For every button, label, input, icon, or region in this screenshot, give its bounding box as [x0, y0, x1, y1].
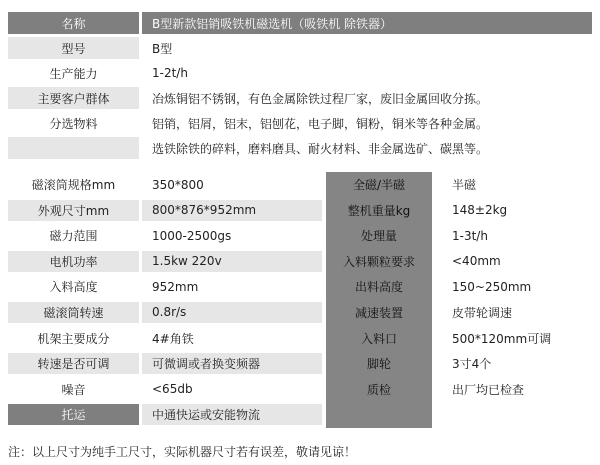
spec-value-right: 皮带轮调速	[452, 305, 513, 320]
grid-row	[8, 274, 592, 300]
spec-value-right	[436, 404, 592, 425]
spec-value-right: <40mm	[452, 254, 501, 269]
spec-value: 1000-2500gs	[152, 228, 232, 243]
spec-label: 入料高度	[49, 280, 98, 295]
spec-label-right: 减速装置	[354, 305, 403, 320]
value-materials: 铝销，铝屑，铝末，铝刨花，电子脚，铜粉，铜米等各种金属。	[142, 112, 592, 134]
spec-label-right: 质检	[366, 382, 391, 397]
grid-row	[8, 377, 592, 403]
grid-row	[8, 402, 592, 428]
spec-value: 可微调或者换变频器	[142, 353, 322, 374]
grid-row	[8, 351, 592, 377]
spec-grid	[8, 172, 592, 428]
value-materials-2: 选铁除铁的碎料，磨料磨具、耐火材料、非金属选矿、碳黑等。	[142, 137, 592, 159]
label-customers: 主要客户群体	[8, 87, 139, 109]
spec-label-right: 出料高度	[354, 280, 403, 295]
spec-value: 800*876*952mm	[142, 200, 322, 221]
spec-value-right: 148±2kg	[452, 203, 508, 218]
grid-row	[8, 223, 592, 249]
spec-label-right: 入料口	[360, 331, 397, 346]
row-materials	[8, 110, 592, 135]
spec-value-right: 150~250mm	[452, 279, 532, 294]
spec-table	[8, 10, 592, 423]
spec-label-right	[326, 404, 432, 425]
spec-value-right: 3寸4个	[452, 357, 492, 372]
spec-label: 噪音	[61, 382, 86, 397]
value-customers: 冶炼铜铝不锈钢，有色金属除铁过程厂家，废旧金属回收分拣。	[142, 87, 592, 109]
spec-value-right: 500*120mm可调	[452, 331, 552, 346]
label-model: 型号	[8, 37, 139, 59]
spec-value: 中通快运或安能物流	[142, 404, 322, 425]
spec-label: 磁滚筒转速	[8, 302, 139, 323]
value-capacity: 1-2t/h	[142, 62, 592, 84]
spec-value: 952mm	[152, 279, 199, 294]
grid-row	[8, 300, 592, 326]
row-capacity	[8, 60, 592, 85]
spec-label: 磁滚筒规格mm	[31, 178, 116, 192]
label-capacity: 生产能力	[8, 62, 139, 84]
spec-label: 机架主要成分	[37, 331, 110, 346]
grid-row	[8, 172, 592, 198]
label-name: 名称	[8, 12, 139, 34]
spec-label: 托运	[8, 404, 139, 425]
row-materials-2	[8, 135, 592, 160]
spec-label-right: 处理量	[360, 229, 397, 244]
label-materials-2	[8, 137, 139, 159]
spec-value: <65db	[152, 382, 193, 397]
value-model: B型	[142, 37, 592, 59]
spec-label: 转速是否可调	[8, 353, 139, 374]
spec-value: 4#角铁	[152, 331, 194, 346]
spec-label-right: 入料颗粒要求	[342, 254, 415, 269]
label-materials: 分选物料	[8, 112, 139, 134]
spec-value: 350*800	[152, 177, 204, 192]
grid-row	[8, 326, 592, 352]
spec-label: 电机功率	[8, 251, 139, 272]
row-model	[8, 35, 592, 60]
spec-label: 外观尺寸mm	[8, 200, 139, 221]
spec-value-right: 出厂均已检查	[452, 382, 525, 397]
spec-value: 0.8r/s	[142, 302, 322, 323]
spec-value-right: 1-3t/h	[452, 228, 488, 243]
spec-label-right: 全磁/半磁	[352, 178, 406, 192]
spec-label-right: 脚轮	[366, 357, 391, 372]
grid-row	[8, 249, 592, 275]
row-name	[8, 10, 592, 35]
spec-label: 磁力范围	[49, 229, 98, 244]
spec-label-right: 整机重量kg	[347, 203, 411, 218]
grid-row	[8, 198, 592, 224]
value-name: B型新款铝销吸铁机磁选机（吸铁机 除铁器）	[142, 12, 592, 34]
footnote: 注：以上尺寸为纯手工尺寸，实际机器尺寸若有误差，敬请见谅！	[8, 445, 357, 459]
spec-value-right: 半磁	[452, 178, 477, 192]
row-customers	[8, 85, 592, 110]
spec-value: 1.5kw 220v	[142, 251, 322, 272]
